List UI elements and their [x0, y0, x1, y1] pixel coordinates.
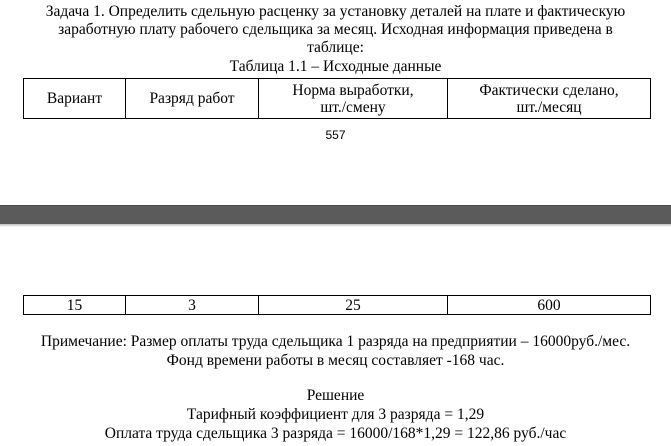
task-line-1: Задача 1. Определить сдельную расценку за установку деталей на плате и фактическую — [45, 3, 626, 20]
table-caption: Таблица 1.1 – Исходные данные — [229, 58, 442, 75]
page-number: 557 — [325, 128, 346, 142]
page-separator-shadow — [0, 224, 671, 227]
task-line-2: заработную плату рабочего сдельщика за месяц. Исходная информация приведена в — [58, 21, 613, 38]
cell-actual-done: 600 — [448, 296, 651, 315]
header-variant: Вариант — [24, 79, 126, 119]
task-line-3: таблице: — [307, 39, 364, 56]
cell-output-norm: 25 — [259, 296, 448, 315]
solution-line-1: Тарифный коэффициент для 3 разряда = 1,29 — [186, 406, 485, 423]
header-work-grade: Разряд работ — [126, 79, 259, 119]
data-table-header — [23, 78, 651, 119]
cell-work-grade: 3 — [126, 296, 259, 315]
header-output-norm: Норма выработки, шт./смену — [259, 79, 448, 119]
cell-variant: 15 — [24, 296, 126, 315]
solution-line-2: Оплата труда сдельщика 3 разряда = 16000/168*1,29 = 122,86 руб./час — [104, 425, 567, 442]
note-line-1: Примечание: Размер оплаты труда сдельщика 1 разряда на предприятии – 16000руб./мес. — [40, 333, 631, 350]
note-line-2: Фонд времени работы в месяц составляет -168 час. — [166, 352, 505, 369]
header-actual-done: Фактически сделано, шт./месяц — [448, 79, 651, 119]
page-separator — [0, 205, 671, 225]
data-table-row — [23, 295, 651, 315]
solution-title: Решение — [306, 387, 365, 404]
